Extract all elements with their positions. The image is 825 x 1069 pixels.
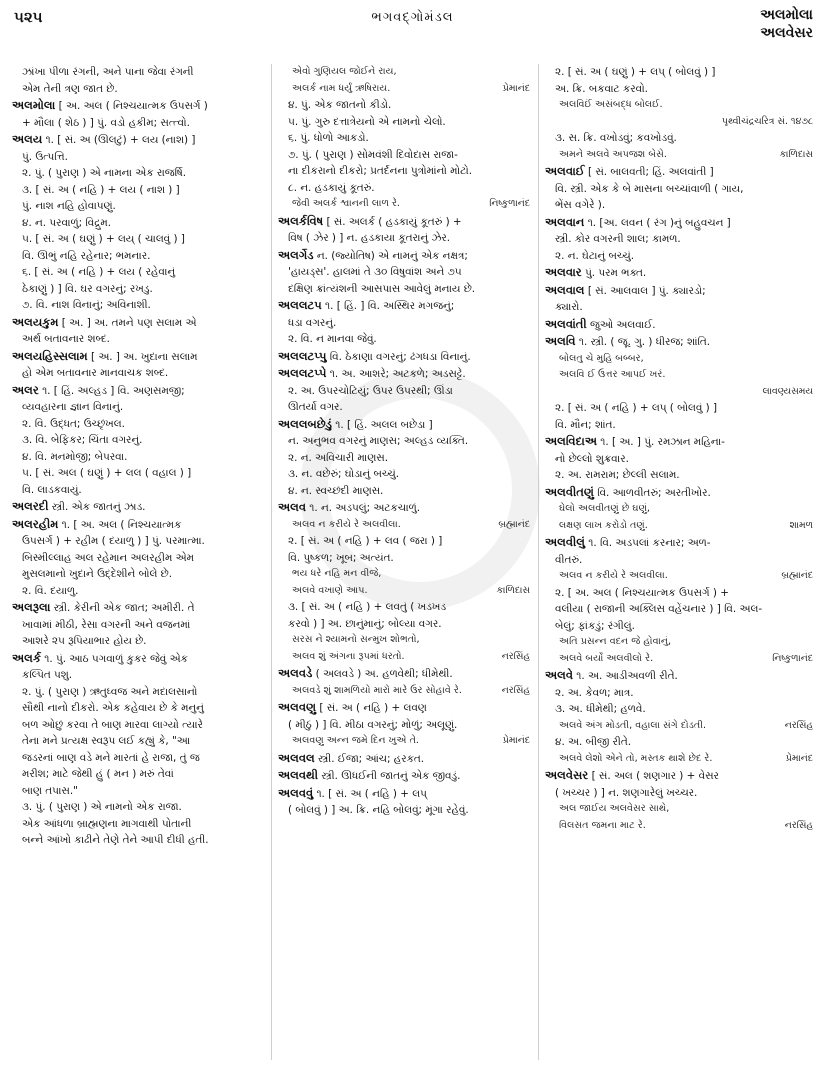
headword: અલવીલું [545, 535, 585, 549]
entry-text: વિ. આળવીતરું; અરતીખોર. [593, 486, 711, 499]
definition-line: ( ખચ્ચર ) ] ન. શણગારેલું ખચ્ચર. [555, 786, 698, 799]
entry-line [12, 382, 266, 400]
definition-line: ૩. સ. ક્રિ. વખોડવું; કવખોડવું. [555, 132, 677, 144]
quotation-line [545, 518, 815, 535]
definition-line: ૭. પું. ( પુરાણ ) સોમવંશી દિવોદાસ રાજા- [288, 148, 458, 161]
entry-line [278, 247, 532, 265]
quotation-source: પ્રેમાનંદ [502, 735, 530, 746]
headword: અલરદી [12, 499, 49, 513]
definition-line: ૪. ન. સ્વચ્છંદી માણસ. [288, 484, 384, 497]
entry-text: [ સં. અ ( નહિ ) + લવણ [316, 702, 427, 714]
definition-line: ૩. અ. ધીમેથી; હળવે. [555, 703, 646, 715]
definition-line: ૨. ન. અવિચારી માણસ. [288, 451, 389, 464]
definition-line: ૪. પું. એક જાતનો કીડો. [288, 99, 392, 111]
quotation-line [278, 64, 532, 81]
headword: અલવિદાઅ [545, 434, 597, 448]
definition-line: ક્યારો. [555, 301, 583, 313]
definition-line: વિ. પુષ્કળ; ખૂબ; અત્યંત. [288, 551, 394, 564]
entry-text: ૧. સ્ત્રી. ( જૂ. ગુ. ) ધીરજ; શાંતિ. [575, 336, 711, 348]
quotation-source: નિષ્કુળાનંદ [772, 652, 813, 664]
definition-line: પું. ઉત્પત્તિ. [22, 150, 68, 163]
definition-line: વલીયા ( રાજાની અક્લિસ વહેંચનાર ) ] વિ. અલ- [555, 603, 763, 615]
definition-line: વિ. ઊભું નહિ રહેનાર; ભમનાર. [22, 249, 151, 262]
quotation-source: કાળિદાસ [779, 148, 813, 160]
quotation-line [278, 583, 532, 600]
headword: અલયકુમ [12, 314, 59, 329]
quotation-text: અલર્ક નામ ધર્યું ઋષિરાય. [292, 82, 391, 94]
quotation-text: અલ જાઈય અલવેસર સાથે, [559, 803, 670, 814]
definition-line: ૩. વિ. બેફિકર; ચિંતા વગરનું. [22, 434, 143, 446]
entry-line [545, 767, 815, 785]
quotation-text: અલવણુ અન્ન જમે દિન ખુએ તે. [292, 735, 419, 746]
quotation-text: અલવ ન કરીયે રે અલવીલા. [292, 518, 401, 530]
entry-text: ૧. અ. આશરે; અટકળે; અડસટ્ટે. [326, 368, 466, 380]
definition-line: મરીશ; માટે જેથી હું ( મન ) મરું તેવાં [22, 768, 174, 780]
definition-line: ૨. અ. ઉપરચોટિયું; ઉપર ઉપરથી; ઊંડા [288, 384, 453, 397]
quotation-line [278, 81, 532, 98]
quotation-text: ભય ધરે નહિ મન વીજે, [292, 568, 382, 579]
entry-text: સ્ત્રી. ઈજા; આંચ; હરકત. [314, 752, 425, 765]
quotation-text: અલવ ન કરીયે રે અલવીલા. [559, 570, 668, 581]
definition-line: ૨. અ. રામરામ; છેલ્લી સલામ. [555, 469, 680, 481]
definition-line: ૨. અ. કેવળ; માત્ર. [555, 686, 634, 699]
quotation-source: નરસિંહ [784, 719, 813, 731]
quotation-text: બોલતુ ચે મુહિ બબ્બર, [559, 352, 644, 364]
entry-text: સ્ત્રી. કેરીની એક જાત; અમીરી. તે [50, 602, 195, 614]
entry-text: [ સં. અલ ( શણગાર ) + વેસર [588, 770, 719, 782]
column-divider [271, 64, 272, 1060]
headword: અલરૂલા [12, 600, 51, 614]
headword: અલર્ક [12, 650, 41, 665]
quotation-text: અલવે અંગ મોડતી, વહાલા સંગે દોડતી. [559, 719, 707, 731]
headword: અલવણુ [278, 700, 317, 714]
definition-line: ન. અનુભવ વગરનું માણસ; અલ્હડ વ્યક્તિ. [288, 435, 469, 447]
quotation-line [545, 384, 815, 401]
definition-line: + મૌલા ( શેઠ ) ] પું. વડો હકીમ; સત્ત્વો. [22, 116, 190, 129]
quotation-text: અલવિ ઈ ઉત્તર આપઈ ખરં. [559, 369, 666, 380]
entry-line [12, 516, 266, 534]
entry-line [545, 534, 815, 552]
entry-line [278, 767, 532, 785]
running-title: ભગવદ્ગોમંડલ [371, 10, 454, 25]
definition-line: ૮. ન. હડકાયું કૂતરું. [288, 181, 375, 194]
headword: અલલટપ્પુ [278, 348, 327, 363]
entry-text: પું. પરમ ભક્ત. [581, 267, 647, 279]
quotation-source: પ્રેમાનંદ [785, 752, 813, 764]
definition-line: ( મીઠું ) ] વિ. મીઠા વગરનું; મોળું; અલૂણું. [288, 718, 458, 731]
entry-line [545, 163, 815, 181]
entry-text: [ સં. આલવાલ ] પું. ક્યારડો; [584, 284, 706, 297]
quotation-text: સરસ ને શ્યામનો સન્મુખ શોભતો, [292, 634, 420, 645]
page-header [0, 0, 825, 60]
headword: અલવલ [278, 750, 315, 765]
entry-line [278, 785, 532, 803]
quotation-line [545, 818, 815, 835]
headword: અલવિ [545, 334, 576, 348]
entry-line [278, 416, 532, 434]
quotation-line [278, 649, 532, 666]
definition-line: ૫. [ સં. અ ( ઘણું ) + લય્ ( ચાલવું ) ] [22, 233, 185, 245]
quotation-line [545, 351, 815, 368]
quotation-text: અલવિઈં અસંબદ્ધ બોલઈ. [559, 99, 663, 110]
definition-line: એક આંધળા બ્રાહ્મણના માગવાથી પોતાની [22, 817, 192, 830]
headword: અલવડે [278, 666, 313, 680]
entry-line [12, 348, 266, 366]
entry-text: ૧. વિ. અડપલાં કરનાર; અળ- [584, 537, 711, 549]
dictionary-column-3 [545, 64, 815, 1064]
entry-line [545, 282, 815, 300]
entry-text: ૧. ન. અડપલું; અટકચાળું. [306, 502, 421, 514]
definition-line: નો છેલ્લો શુક્રવાર. [555, 452, 629, 465]
definition-line: ૨. વિ. દયાળુ. [22, 584, 79, 597]
definition-line: ૪. વિ. મનમોજી; બેપરવા. [22, 450, 128, 463]
guide-words [760, 6, 813, 42]
definition-line: તેના મને પ્રત્યક્ષ સ્વરૂપ લઈ કહ્યું કે, "આ [22, 735, 191, 747]
headword: અલવાન [545, 214, 585, 229]
entry-line [545, 264, 815, 282]
quotation-source: નરસિંહ [501, 650, 530, 662]
entry-line [278, 699, 532, 717]
quotation-source: બ્રહ્માનંદ [781, 570, 813, 581]
headword: અલવે [545, 668, 573, 682]
entry-line [12, 599, 266, 617]
headword: અલવવું [278, 785, 314, 800]
guide-word-first: અલમોલા [760, 7, 813, 23]
headword: અલવીતણું [545, 484, 594, 499]
definition-line: વીતરું. [555, 553, 583, 566]
entry-text: ૧. [ અ. ] પું. રમઝાન મહિના- [596, 436, 725, 448]
quotation-line [278, 683, 532, 700]
entry-text: સ્ત્રી. એક જાતનું ઝાડ. [48, 501, 146, 513]
headword: અલલટપ [278, 298, 322, 312]
definition-line: અ. ક્રિ. બકવાટ કરવો. [555, 82, 648, 95]
definition-line: બળ ઓછું કરવા તે બાણ મારવા લાગ્યો ત્યારે [22, 718, 203, 731]
quotation-text: અલવડે શું શામળિયો મારો મારે ઉર સોહાવે રે. [292, 684, 462, 696]
entry-line [278, 499, 532, 517]
dictionary-column-2 [278, 64, 532, 1064]
definition-line: ઊતર્યા વગર. [288, 401, 343, 413]
quotation-text: અલવે બર્યો અલવીલો રે. [559, 652, 654, 664]
quotation-line [545, 97, 815, 114]
entry-line [545, 667, 815, 685]
entry-line [12, 314, 266, 332]
entry-line [278, 297, 532, 315]
quotation-line [545, 568, 815, 585]
quotation-line [278, 632, 532, 649]
definition-line: ૩. [ સં. અ ( નહિ ) + લય ( નાશ ) ] [22, 183, 180, 196]
entry-text: ૧. [ હિં. ] વિ. અસ્થિર મગજનું; [321, 300, 455, 312]
entry-text: ૧. [ સં. અ ( નહિ ) + લપ્ [313, 787, 427, 800]
definition-line: વ્યવહારના જ્ઞાન વિનાનું. [22, 401, 124, 413]
quotation-source: શામળ [789, 519, 813, 531]
entry-line [278, 365, 532, 383]
definition-line: બિસ્મીલ્લાહ અલ રહેમાન અલરહીમ એમ [22, 551, 194, 564]
definition-line: બાણ તપાસ." [22, 784, 78, 797]
definition-line: બેલું; ફાંકડું; રંગીલું. [555, 619, 635, 632]
quotation-line [278, 517, 532, 534]
definition-line: અર્થ બતાવનાર શબ્દ. [22, 333, 110, 345]
quotation-source: નરસિંહ [501, 684, 530, 696]
quotation-source: કાળિદાસ [496, 584, 530, 596]
entry-text: ૧. [અ. લવન ( રંગ )નું બહુવચન ] [584, 216, 731, 229]
quotation-line [545, 114, 815, 131]
entry-line [12, 650, 266, 668]
headword: અલવ [278, 500, 306, 514]
definition-line: દક્ષિણ ક્રાંત્યંશની આસપાસ આવેલું મનાય છે. [288, 282, 476, 295]
headword: અલવાલ [545, 282, 585, 297]
definition-line: મુસલમાનો ખુદાને ઉદ્દેશીને બોલે છે. [22, 568, 173, 580]
entry-line [278, 665, 532, 683]
quotation-line [545, 501, 815, 518]
headword: અલવાર [545, 265, 582, 279]
quotation-text: જેવી અલર્ક શ્વાનની લાળ રે. [292, 198, 400, 209]
headword: અલર્ગેડ [278, 247, 314, 262]
headword: અલલટપ્પે [278, 366, 327, 380]
definition-line: વિષ ( ઝેર ) ] ન. હડકાયા કૂતરાનું ઝેર. [288, 232, 451, 244]
entry-text: ૧. અ. આડીઅવળી રીતે. [573, 670, 678, 682]
entry-text: ૧. પું. આઠ પગવાળું કુકર જેવું એક [40, 652, 188, 665]
quotation-line [545, 147, 815, 164]
definition-line: સ્ત્રી. કોર વગરની શાલ; કામળ. [555, 233, 681, 245]
entry-line [12, 97, 266, 115]
quotation-source: પૃથ્વીચંદ્રચરિત્ર સં. ૧૪૭૮ [721, 115, 813, 127]
definition-line: જડરનાં બાણ વડે મને મારતાં હે રાજા, તું જ [22, 751, 200, 764]
definition-line: ધડા વગરનું. [288, 316, 337, 329]
definition-line: ૫. [ સં. અલ ( ઘણું ) + લલ ( વહાલ ) ] [22, 467, 192, 479]
definition-line: ૨. વિ. ન માનવા જેવું. [288, 333, 377, 345]
definition-line: ૩. ન. વછેરું; ઘોડાનું બચ્ચું. [288, 468, 400, 480]
definition-line: ઠેકાણું ) ] વિ. ઘર વગરનું; રખડુ. [22, 282, 153, 295]
quotation-line [545, 634, 815, 651]
headword: અલમોલા [12, 98, 56, 112]
quotation-line [278, 566, 532, 583]
definition-line: ૩. પું. ( પુરાણ ) એ નામનો એક રાજા. [22, 801, 182, 813]
quotation-source: નરસિંહ [784, 819, 813, 831]
entry-line [545, 214, 815, 232]
definition-line: કલ્પિત પશુ. [22, 669, 73, 681]
definition-line: ૨. [ સં. અ ( નહિ ) + લવ ( જરા ) ] [288, 535, 443, 547]
quotation-line [545, 718, 815, 735]
quotation-text: અલવ શું અંગના રૂપમાં ધરતો. [292, 650, 405, 662]
definition-line: ખાવામાં મીઠી, રેસા વગરની અને વજનમાં [22, 618, 191, 631]
definition-line: સૌથી નાનો દીકરો. એક કહેવાય છે કે મનુનું [22, 702, 204, 714]
definition-line: વિ. સ્ત્રી. એક કે બે માસના બચ્ચાંવાળી ( ગાય, [555, 182, 744, 195]
entry-text: ન. (જ્યોતિષ) એ નામનું એક નક્ષત્ર; [313, 249, 468, 262]
entry-line [12, 131, 266, 149]
quotation-text: અલવે વખાણે આપ. [292, 584, 368, 596]
headword: અલરહીમ [12, 516, 59, 531]
headword: અલયહિસ્સલામ [12, 348, 88, 363]
quotation-source: પ્રેમાનંદ [502, 82, 530, 94]
definition-line: આશરે ૨૫ રૂપિયાભાર હોય છે. [22, 635, 147, 647]
entry-line [278, 348, 532, 366]
definition-line: ૭. વિ. નાશ વિનાનું; અવિનાશી. [22, 299, 151, 311]
definition-line: ( બોલવું ) ] અ. ક્રિ. નહિ બોલવું; મૂંગા રહેવું. [288, 804, 469, 816]
definition-line: હો એમ બતાવનાર માનવાચક શબ્દ. [22, 367, 169, 379]
definition-line: ૨. [ અ. અલ ( નિશ્ચયાત્મક ઉપસર્ગ ) + [555, 586, 729, 599]
entry-text: સ્ત્રી. ઊધઈની જાતનું એક જીવડું. [318, 770, 461, 782]
headword: અલર [12, 382, 39, 397]
quotation-line [278, 196, 532, 213]
entry-line [545, 484, 815, 502]
headword: અલલબછેડું [278, 416, 332, 431]
definition-line: 'હાયડ્સ'. હાલમાં તે ૩૦ વિષુવાંશ અને ૭૫ [288, 266, 462, 278]
quotation-line [545, 651, 815, 668]
definition-line: ૫. પું. ગુરુ દત્તાત્રેયનો એ નામનો ચેલો. [288, 115, 446, 128]
headword: અલવાઈ [545, 164, 585, 178]
definition-line: ૨. વિ. ઉદ્ધત; ઉચ્છૃંખલ. [22, 417, 125, 430]
quotation-line [545, 801, 815, 818]
entry-text: [ અ. અલ ( નિશ્ચયાત્મક ઉપસર્ગ ) [55, 100, 208, 112]
entry-line [278, 213, 532, 231]
definition-line: પું. નાશ નહિ હોવાપણું. [22, 200, 116, 212]
entry-text: [ સં. અલર્ક ( હડકાયું કૂતરું ) + [323, 215, 462, 228]
definition-line: ભેંસ વગેરે ). [555, 199, 606, 211]
definition-line: ના દીકરાનો દીકરો; પ્રતર્દનના પુત્રોમાંનો મોટો. [288, 165, 473, 177]
quotation-text: ઘેલો અલવીતણું છે ઘણું, [559, 503, 650, 514]
entry-text: ૧. [ હિં. અલલ બછેડા ] [331, 418, 433, 431]
quotation-source: લાવણ્યસમય [762, 385, 813, 397]
definition-line: ઉપસર્ગ ) + રહીમ ( દયાળુ ) ] પું. પરમાત્મા. [22, 535, 205, 547]
definition-line: ૨. [ સં. અ ( ઘણું ) + લપ્ ( બોલવું ) ] [555, 66, 716, 78]
column-divider [538, 64, 539, 1060]
definition-line: ૩. [ સં. અ ( નહિ ) + લવતું ( ખડખડ [288, 601, 447, 613]
definition-line: ઝાંખા પીળા રંગની, અને પાના જેવા રંગની [22, 66, 194, 78]
definition-line: ૨. પું. ( પુરાણ ) એ નામના એક રાજર્ષિ. [22, 167, 187, 179]
dictionary-column-1 [12, 64, 266, 1064]
quotation-line [545, 751, 815, 768]
definition-line: કરવો ) ] અ. છાનુંમાનું; બોલ્યા વગર. [288, 617, 442, 630]
quotation-source: બ્રહ્માનંદ [498, 518, 530, 530]
quotation-text: એવો ગુણિયલ જોઈને રાય, [292, 66, 397, 77]
quotation-text: અલવે લેશો એને તો, મસ્તક થાશે છેદ રે. [559, 752, 713, 764]
entry-line [545, 316, 815, 334]
entry-text: ૧. [ હિં. અલ્હડ ] વિ. અણસમજી; [38, 384, 185, 397]
entry-line [545, 433, 815, 451]
entry-text: ૧. [ સં. અ (ઊલટું) + લય (નાશ) ] [42, 134, 196, 146]
quotation-text: લક્ષણ લાખ કરોડો તણું. [559, 519, 648, 531]
definition-line: ૨. પું. ( પુરાણ ) ઋતુધ્વજ અને મદાલસાનો [22, 685, 198, 698]
definition-line: બન્ને આંખો કાઢીને તેણે તેને આપી દીધી હતી. [22, 834, 209, 846]
entry-text: [ સં. બાલવતી; હિં. અલવાંતી ] [584, 166, 714, 178]
definition-line: ૪. અ. બીજી રીતે. [555, 736, 632, 748]
quotation-line [278, 733, 532, 750]
definition-line: ૨. [ સં. અ ( નહિ ) + લપ્ ( બોલવું ) ] [555, 402, 718, 414]
quotation-text: વિલસત જમના માટ રે. [559, 819, 646, 831]
definition-line: ૨. ન. ઘેટાનું બચ્ચું. [555, 249, 635, 262]
entry-line [12, 498, 266, 516]
entry-text: ૧. [ અ. અલ ( નિશ્ચયાત્મક [58, 518, 182, 531]
headword: અલય [12, 132, 43, 146]
guide-word-last: અલવેસર [760, 25, 813, 41]
quotation-line [545, 367, 815, 384]
definition-line: વિ. મૌન; શાંત. [555, 418, 616, 431]
entry-line [545, 333, 815, 351]
entry-text: જુઓ અલવાઈ. [586, 318, 656, 331]
definition-line: ૬. [ સં. અ ( નહિ ) + લય ( રહેવાનું [22, 266, 176, 278]
entry-line [278, 750, 532, 768]
quotation-text: અતિ પ્રસન્ન વદન જે હોવાનું, [559, 636, 672, 647]
definition-line: એમ તેની ત્રણ જાત છે. [22, 82, 118, 95]
definition-line: ૪. ન. પરવાળું; વિદ્રુમ. [22, 216, 112, 229]
quotation-source: નિષ્કુળાનંદ [489, 198, 530, 209]
headword: અલવાંતી [545, 316, 587, 331]
entry-text: [ અ. ] અ. તમને પણ સલામ એ [58, 316, 197, 329]
definition-line: વિ. લાડકવાયું. [22, 483, 82, 496]
entry-text: વિ. ઠેકાણા વગરનું; ઢંગધડા વિનાનું. [326, 350, 471, 363]
quotation-text: અમને અલવે અપજશ બેસે. [559, 148, 667, 160]
headword: અલર્કવિષ [278, 213, 324, 228]
entry-text: [ અ. ] અ. ખુદાના સલામ [87, 350, 198, 363]
headword: અલવથી [278, 768, 319, 782]
definition-line: ૬. પું. ધોળો આકડો. [288, 132, 369, 144]
entry-text: ( અલવડે ) અ. હળવેથી; ધીમેથી. [312, 668, 453, 680]
headword: અલવેસર [545, 768, 589, 782]
page-number: ૫૨૫ [14, 8, 43, 26]
